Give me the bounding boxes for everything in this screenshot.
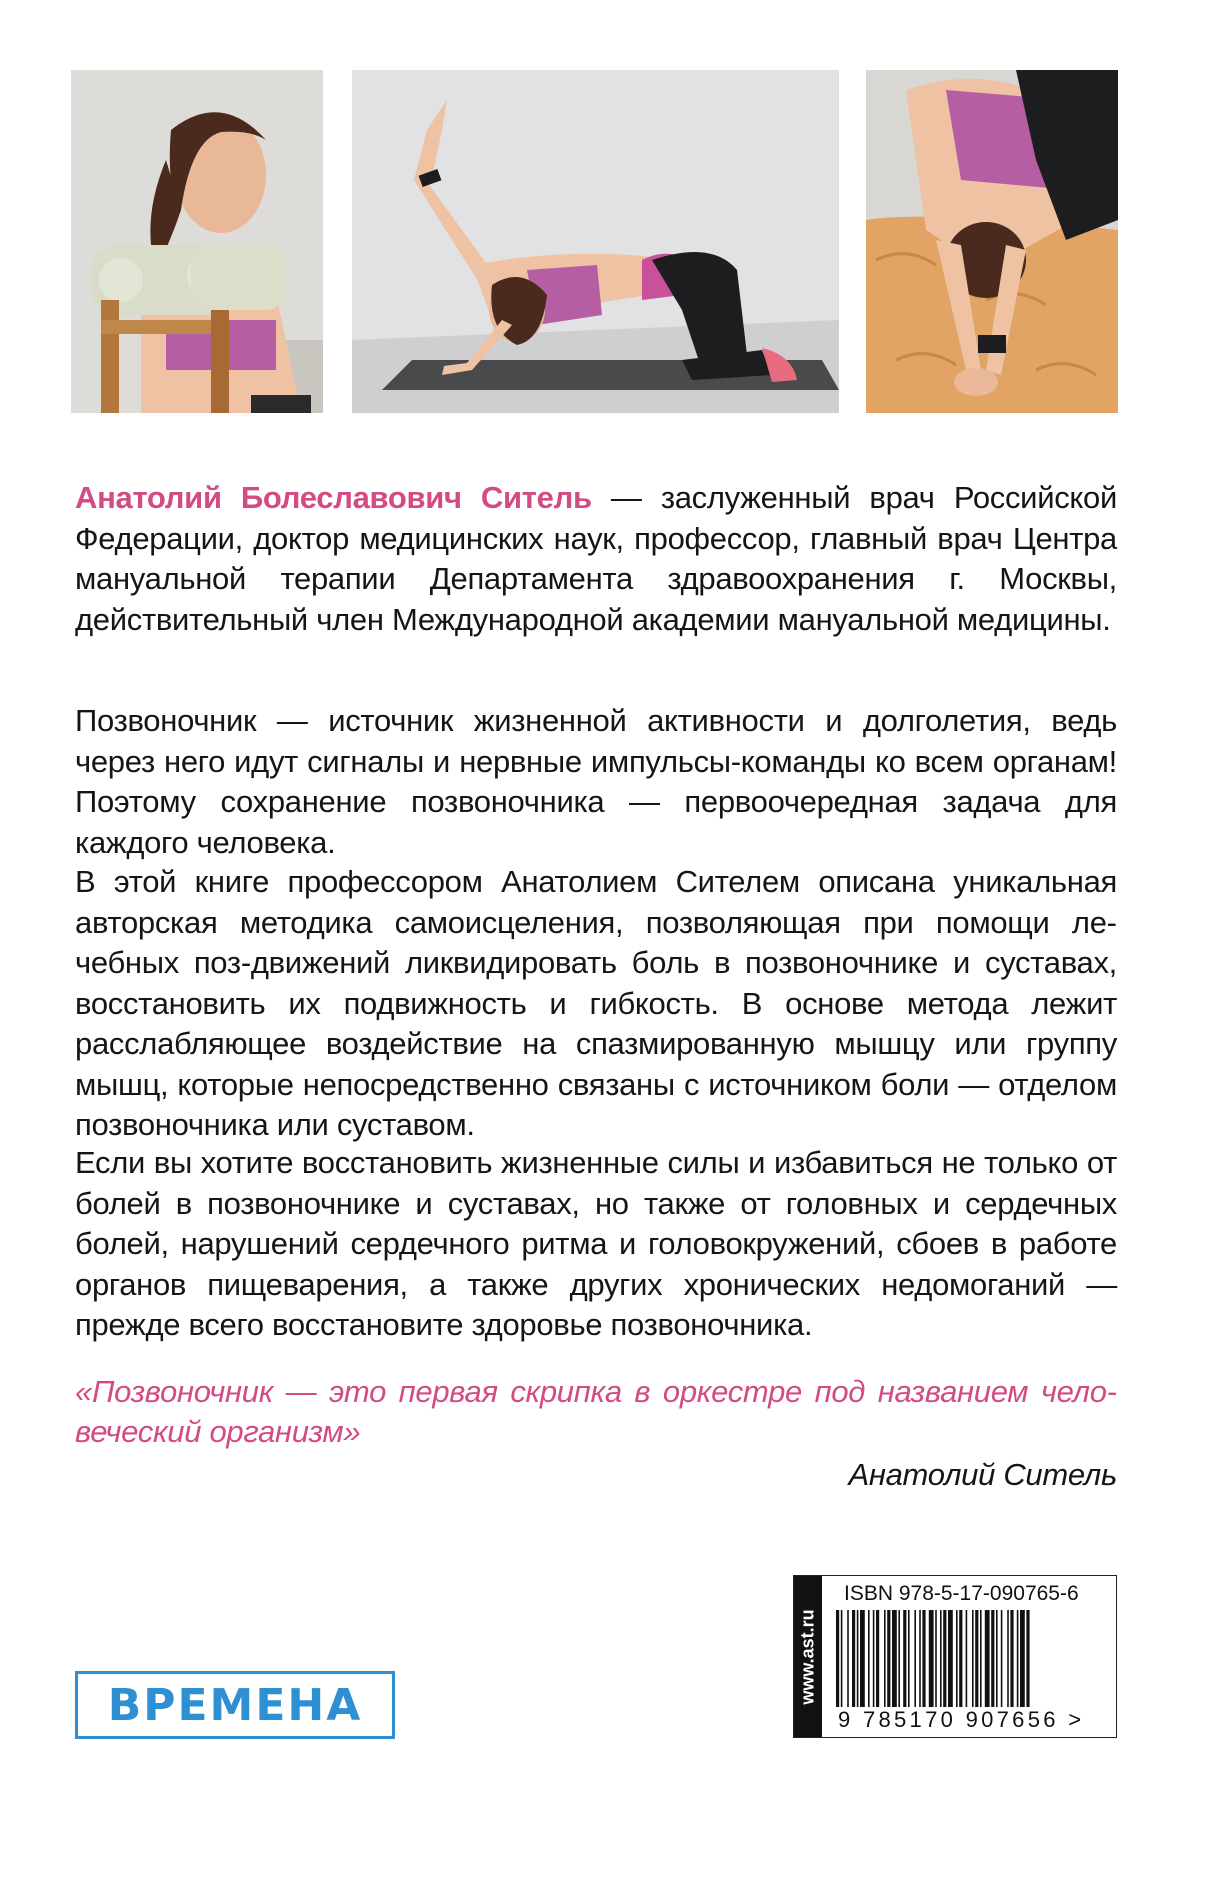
barcode-bars xyxy=(836,1610,1106,1707)
website-label: www.ast.ru xyxy=(797,1608,818,1705)
isbn-barcode xyxy=(793,1575,1117,1738)
publisher-logo-text: ВРЕМЕНА xyxy=(107,1679,363,1731)
paragraph-text: Если вы хотите восстановить жизненные силы и избавиться не только от болей в позвоночнике и суставах, но также от головных и сердечных болей, нарушений сердечного ритма и головокружений, сбоев в работе органов пищеварения, а также других хронических недомоганий — прежде всего восстановите здоровье позвоночника. xyxy=(75,1145,1117,1342)
photo-woman-kneeling-arm-raised xyxy=(352,70,839,413)
quote-author: Анатолий Ситель xyxy=(848,1457,1117,1492)
author-bio-text: — заслуженный врач Российской Федерации, доктор медицинских наук, профессор, главный врач Центра мануальной терапии Департамента здравоохранения г. Москвы, действительный член Международной академии мануальной медицины. xyxy=(75,480,1117,637)
description-paragraph-1 xyxy=(75,701,1117,863)
description-paragraph-3 xyxy=(75,1143,1117,1346)
author-quote: «Позвоночник — это первая скрипка в оркестре под названием человеческий организм» xyxy=(75,1374,1117,1449)
photo-woman-chair-stretch xyxy=(71,70,323,413)
paragraph-text: В этой книге профессором Анатолием Сителем описана уникальная авторская методика самоисцеления, позволяющая при помощи лечебных поз-движений ликвидировать боль в позвоночнике и суставах, восстановить их подвижность и гибкость. В основе метода лежит расслабляющее воздействие на спазмированную мышцу или группу мышц, которые непосредственно связаны с источником боли — отделом позвоночника или суставом. xyxy=(75,864,1117,1142)
website-strip xyxy=(794,1576,822,1737)
barcode-digits: 9 785170 907656 > xyxy=(838,1707,1085,1732)
description-paragraph-2 xyxy=(75,862,1117,1146)
publisher-logo xyxy=(75,1671,395,1739)
isbn-number: ISBN 978-5-17-090765-6 xyxy=(844,1582,1079,1605)
paragraph-text: Позвоночник — источник жизненной активности и долголетия, ведь через него идут сигналы и нервные импульсы-команды ко всем органам! Поэтому сохранение позвоночника — первоочередная задача для каждого человека. xyxy=(75,703,1117,860)
author-bio xyxy=(75,478,1117,640)
photo-woman-forward-bend xyxy=(866,70,1118,413)
author-name: Анатолий Болеславович Ситель xyxy=(75,480,592,515)
